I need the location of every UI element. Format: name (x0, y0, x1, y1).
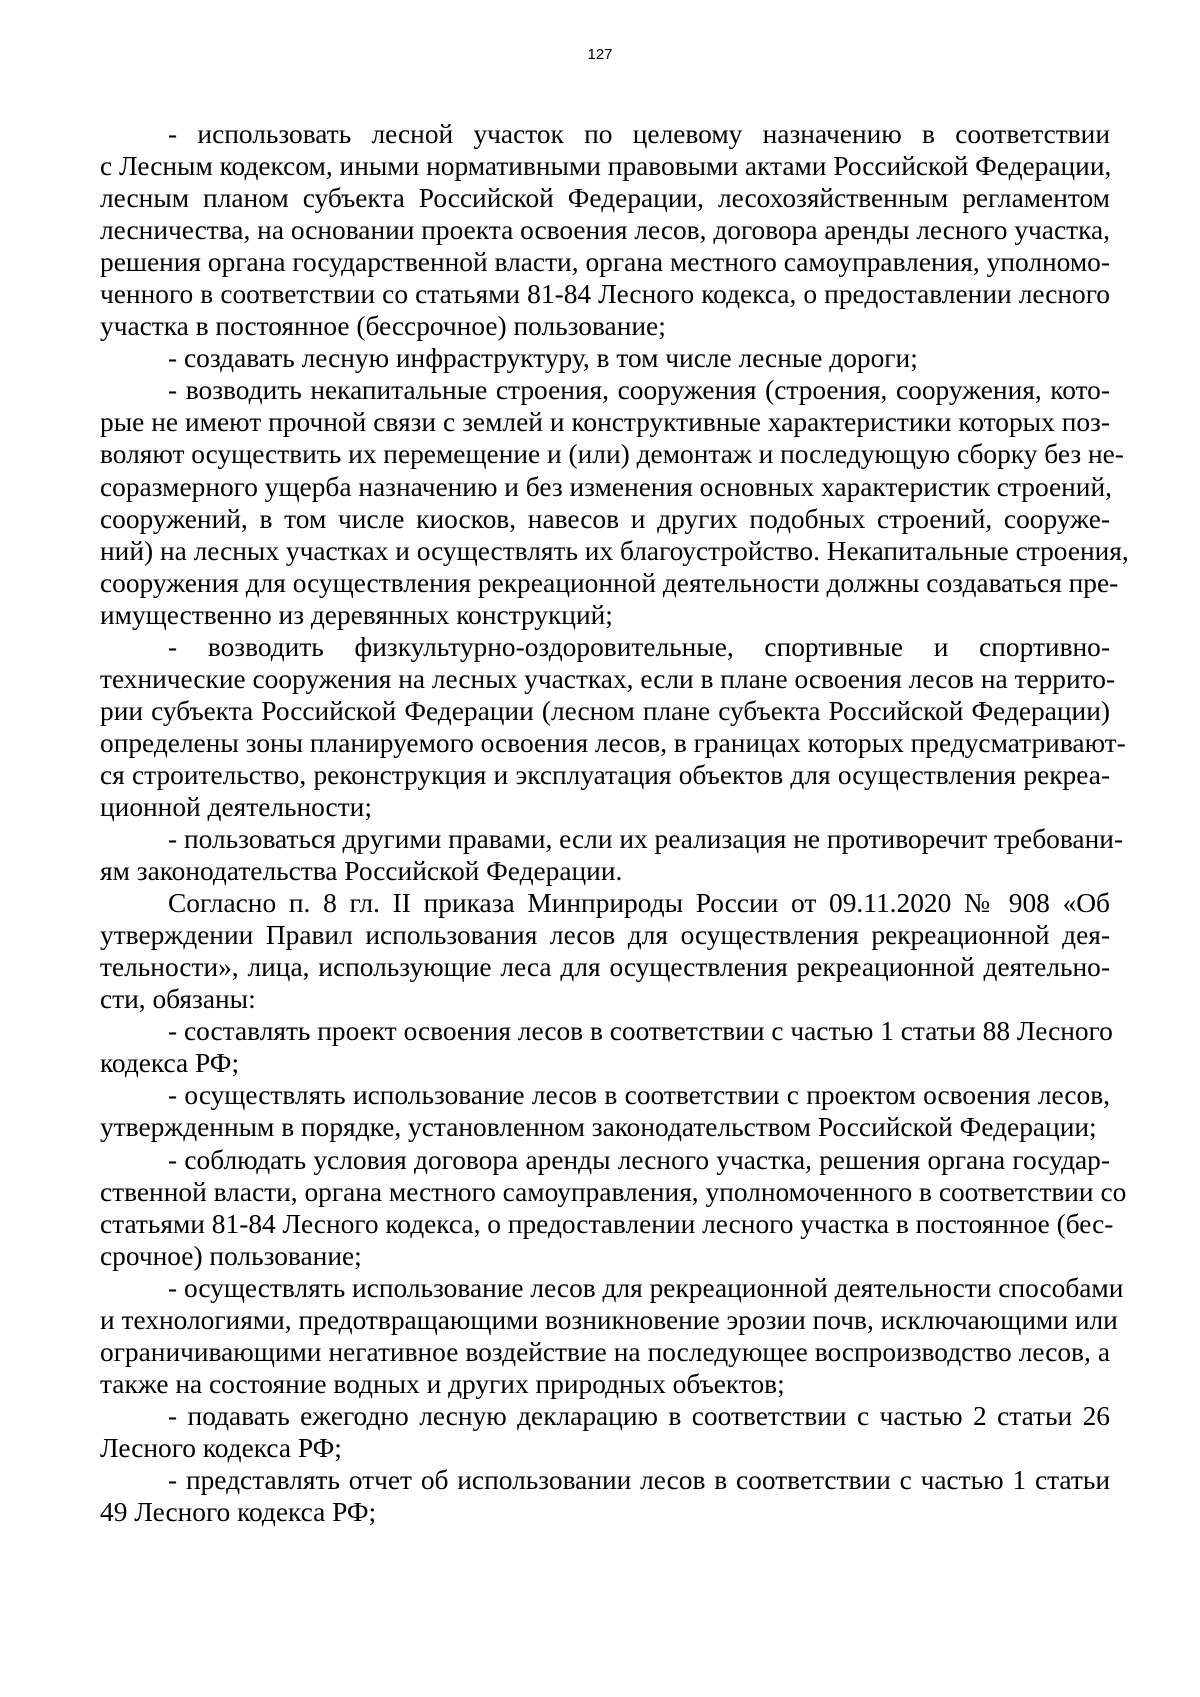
paragraph (100, 1400, 1110, 1464)
paragraph (100, 887, 1110, 1015)
text-line: - соблюдать условия договора аренды лесного участка, решения органа государ- (168, 1144, 1110, 1175)
text-line: ственной власти, органа местного самоуправления, уполномоченного в соответствии со (100, 1176, 1127, 1207)
text-line: тельности», лица, использующие леса для осуществления рекреационной деятельно- (100, 952, 1110, 983)
paragraph (100, 1079, 1110, 1143)
text-line: срочное) пользование; (100, 1240, 362, 1271)
text-line: ям законодательства Российской Федерации. (100, 856, 623, 887)
text-line: 49 Лесного кодекса РФ; (100, 1497, 377, 1528)
text-line: ний) на лесных участках и осуществлять их благоустройство. Некапитальные строения, (100, 535, 1129, 566)
text-line: - использовать лесной участок по целевому назначению в соответствии (168, 119, 1110, 149)
text-line: сооружений, в том числе киосков, навесов и других подобных строений, сооруже- (100, 503, 1110, 534)
text-line: воляют осуществить их перемещение и (или) демонтаж и последующую сборку без не- (100, 439, 1124, 470)
text-line: Лесного кодекса РФ; (100, 1432, 342, 1463)
paragraph (100, 631, 1126, 823)
paragraph (100, 1272, 1124, 1400)
text-line: сти, обязаны: (100, 984, 256, 1015)
text-line: кодекса РФ; (100, 1048, 240, 1079)
text-line: с Лесным кодексом, иными нормативными правовыми актами Российской Федерации, (100, 151, 1112, 182)
text-line: лесным планом субъекта Российской Федерации, лесохозяйственным регламентом (100, 183, 1110, 214)
text-line: сооружения для осуществления рекреационной деятельности должны создаваться пре- (100, 567, 1119, 598)
text-line: - осуществлять использование лесов в соответствии с проектом освоения лесов, (168, 1080, 1110, 1111)
document-body (100, 118, 1129, 1528)
paragraph (100, 1015, 1113, 1079)
text-line: решения органа государственной власти, органа местного самоуправления, уполномо- (100, 247, 1110, 278)
text-line: - возводить некапитальные строения, сооружения (строения, сооружения, кото- (168, 375, 1110, 406)
text-line: рые не имеют прочной связи с землей и конструктивные характеристики которых поз- (100, 407, 1110, 438)
text-line: утверждении Правил использования лесов для осуществления рекреационной дея- (100, 920, 1110, 951)
paragraph (100, 1144, 1127, 1272)
text-line: Согласно п. 8 гл. II приказа Минприроды России от 09.11.2020 № 908 «Об (168, 888, 1110, 919)
text-line: - составлять проект освоения лесов в соответствии с частью 1 статьи 88 Лесного (168, 1016, 1113, 1047)
text-line: технические сооружения на лесных участках, если в плане освоения лесов на террито- (100, 663, 1116, 694)
text-line: - подавать ежегодно лесную декларацию в соответствии с частью 2 статьи 26 (168, 1400, 1110, 1431)
paragraph (100, 374, 1129, 630)
text-line: участка в постоянное (бессрочное) пользование; (100, 311, 666, 342)
paragraph (100, 118, 1110, 342)
text-line: рии субъекта Российской Федерации (лесном плане субъекта Российской Федерации) (100, 695, 1110, 726)
text-line: лесничества, на основании проекта освоения лесов, договора аренды лесного участка, (100, 215, 1110, 246)
text-line: ся строительство, реконструкция и эксплуатация объектов для осуществления рекреа- (100, 759, 1110, 790)
text-line: - осуществлять использование лесов для рекреационной деятельности способами (168, 1272, 1124, 1303)
paragraph (100, 823, 1124, 887)
text-line: утвержденным в порядке, установленном законодательством Российской Федерации; (100, 1112, 1097, 1143)
text-line: - возводить физкультурно-оздоровительные, спортивные и спортивно- (168, 631, 1110, 662)
text-line: ограничивающими негативное воздействие на последующее воспроизводство лесов, а (100, 1336, 1110, 1367)
text-line: ционной деятельности; (100, 791, 372, 822)
text-line: имущественно из деревянных конструкций; (100, 599, 613, 630)
text-line: - представлять отчет об использовании лесов в соответствии с частью 1 статьи (168, 1464, 1110, 1495)
paragraph (100, 342, 1110, 374)
text-line: соразмерного ущерба назначению и без изменения основных характеристик строений, (100, 471, 1112, 502)
text-line: и технологиями, предотвращающими возникновение эрозии почв, исключающими или (100, 1304, 1118, 1335)
text-line: - создавать лесную инфраструктуру, в том числе лесные дороги; (168, 343, 918, 374)
paragraph (100, 1464, 1110, 1528)
text-line: определены зоны планируемого освоения лесов, в границах которых предусматривают- (100, 727, 1126, 758)
text-line: - пользоваться другими правами, если их реализация не противоречит требовани- (168, 824, 1124, 855)
page-number: 127 (587, 46, 613, 63)
text-line: статьями 81-84 Лесного кодекса, о предоставлении лесного участка в постоянное (бес- (100, 1208, 1114, 1239)
text-line: ченного в соответствии со статьями 81-84 Лесного кодекса, о предоставлении лесного (100, 279, 1110, 310)
text-line: также на состояние водных и других природных объектов; (100, 1368, 785, 1399)
